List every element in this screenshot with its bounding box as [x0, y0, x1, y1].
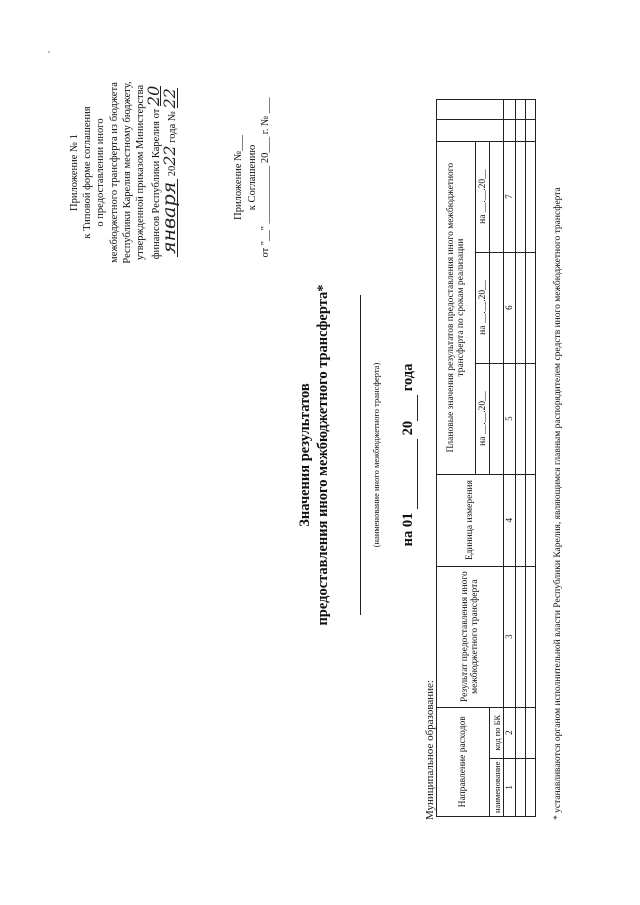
column-number: 5 [504, 363, 516, 474]
appendix-line: о предоставлении иного [95, 118, 107, 227]
header-result: Результат предоставления иного межбюджетного трансферта [437, 566, 504, 707]
table-cell [526, 707, 536, 758]
column-number: 7 [504, 141, 516, 252]
agreement-appendix-number: Приложение №___ [233, 135, 244, 220]
year-prefix: 20 [400, 420, 416, 436]
header-planned-values: Плановые значения результатов предоставления иного межбюджетного трансферта по срокам реализации [437, 141, 476, 474]
table-row [516, 99, 526, 816]
table-cell [516, 474, 526, 566]
table-cell [516, 119, 526, 141]
year-blank [400, 395, 418, 421]
empty-cell [504, 99, 516, 119]
appendix-line: утвержденной приказом Министерства [135, 84, 147, 261]
appendix-header [68, 50, 180, 295]
column-number: 2 [504, 707, 516, 758]
agreement-label: к Соглашению [246, 144, 258, 211]
appendix-title: Приложение № 1 [69, 134, 80, 211]
transfer-name-caption: (наименование иного межбюджетного трансферта) [371, 362, 381, 548]
table-subheader-row [490, 99, 504, 816]
table-cell [526, 252, 536, 363]
scan-speck [48, 51, 50, 53]
year-prefix: 20 [167, 165, 179, 177]
appendix-line: Республики Карелия местному бюджету, [121, 81, 133, 264]
header-extra-2 [437, 99, 504, 119]
table-cell [526, 119, 536, 141]
document-title [296, 255, 332, 655]
table-cell [526, 99, 536, 119]
appendix-line: межбюджетного трансферта из бюджета [108, 82, 120, 263]
table-cell [516, 758, 526, 816]
footnote: * устанавливаются органом исполнительной власти Республики Карелия, являющимся главным распорядителем средств иного межбюджетного трансферта [553, 187, 563, 820]
municipality-label: Муниципальное образование: [424, 680, 436, 820]
appendix-line [158, 50, 181, 295]
agreement-header [232, 70, 273, 285]
results-table [436, 99, 536, 817]
header-period-1: на __.__.20__ [476, 363, 490, 474]
column-number: 6 [504, 252, 516, 363]
column-number: 3 [504, 566, 516, 707]
table-cell [526, 474, 536, 566]
period-3-blank [490, 141, 504, 252]
table-row [526, 99, 536, 816]
header-period-3: на __.__.20__ [476, 141, 490, 252]
header-period-2: на __.__.20__ [476, 252, 490, 363]
handwritten-day: 20 [144, 85, 164, 107]
table-cell [526, 141, 536, 252]
table-cell [526, 566, 536, 707]
header-unit: Единица измерения [437, 474, 504, 566]
header-bk-code: код по БК [490, 707, 504, 758]
header-name: наименование [490, 758, 504, 816]
period-2-blank [490, 252, 504, 363]
table-cell [516, 141, 526, 252]
table-cell [516, 707, 526, 758]
header-extra-1 [437, 119, 504, 141]
title-text: предоставления иного межбюджетного трансферта [315, 291, 331, 626]
report-date-line [400, 255, 418, 655]
appendix-line [144, 50, 164, 295]
date-prefix: на 01 [400, 512, 416, 547]
table-header-row [437, 99, 476, 816]
handwritten-month: января [163, 179, 177, 257]
table-cell [516, 252, 526, 363]
empty-cell [504, 119, 516, 141]
table-cell [516, 363, 526, 474]
date-blank [400, 439, 418, 509]
header-direction: Направление расходов [437, 707, 490, 816]
agreement-date-line: от "__" ___________ 20___ г. № ___ [260, 97, 271, 258]
date-suffix: года [400, 363, 416, 392]
table-cell [516, 99, 526, 119]
appendix-line: к Типовой форме соглашения [82, 106, 94, 239]
table-cell [516, 566, 526, 707]
table-cell [526, 363, 536, 474]
order-date-label: финансов Республики Карелия от [151, 108, 163, 260]
column-number: 1 [504, 758, 516, 816]
order-number-label: года № [167, 111, 179, 143]
table-cell [526, 758, 536, 816]
handwritten-order-number: 22 [160, 88, 180, 109]
handwritten-year: 22 [160, 145, 180, 166]
column-number: 4 [504, 474, 516, 566]
period-1-blank [490, 363, 504, 474]
transfer-name-blank-line [360, 295, 361, 615]
title-line-2 [314, 255, 332, 655]
table-numbering-row [504, 99, 516, 816]
title-asterisk: * [315, 284, 331, 292]
title-line-1: Значения результатов [297, 383, 313, 527]
